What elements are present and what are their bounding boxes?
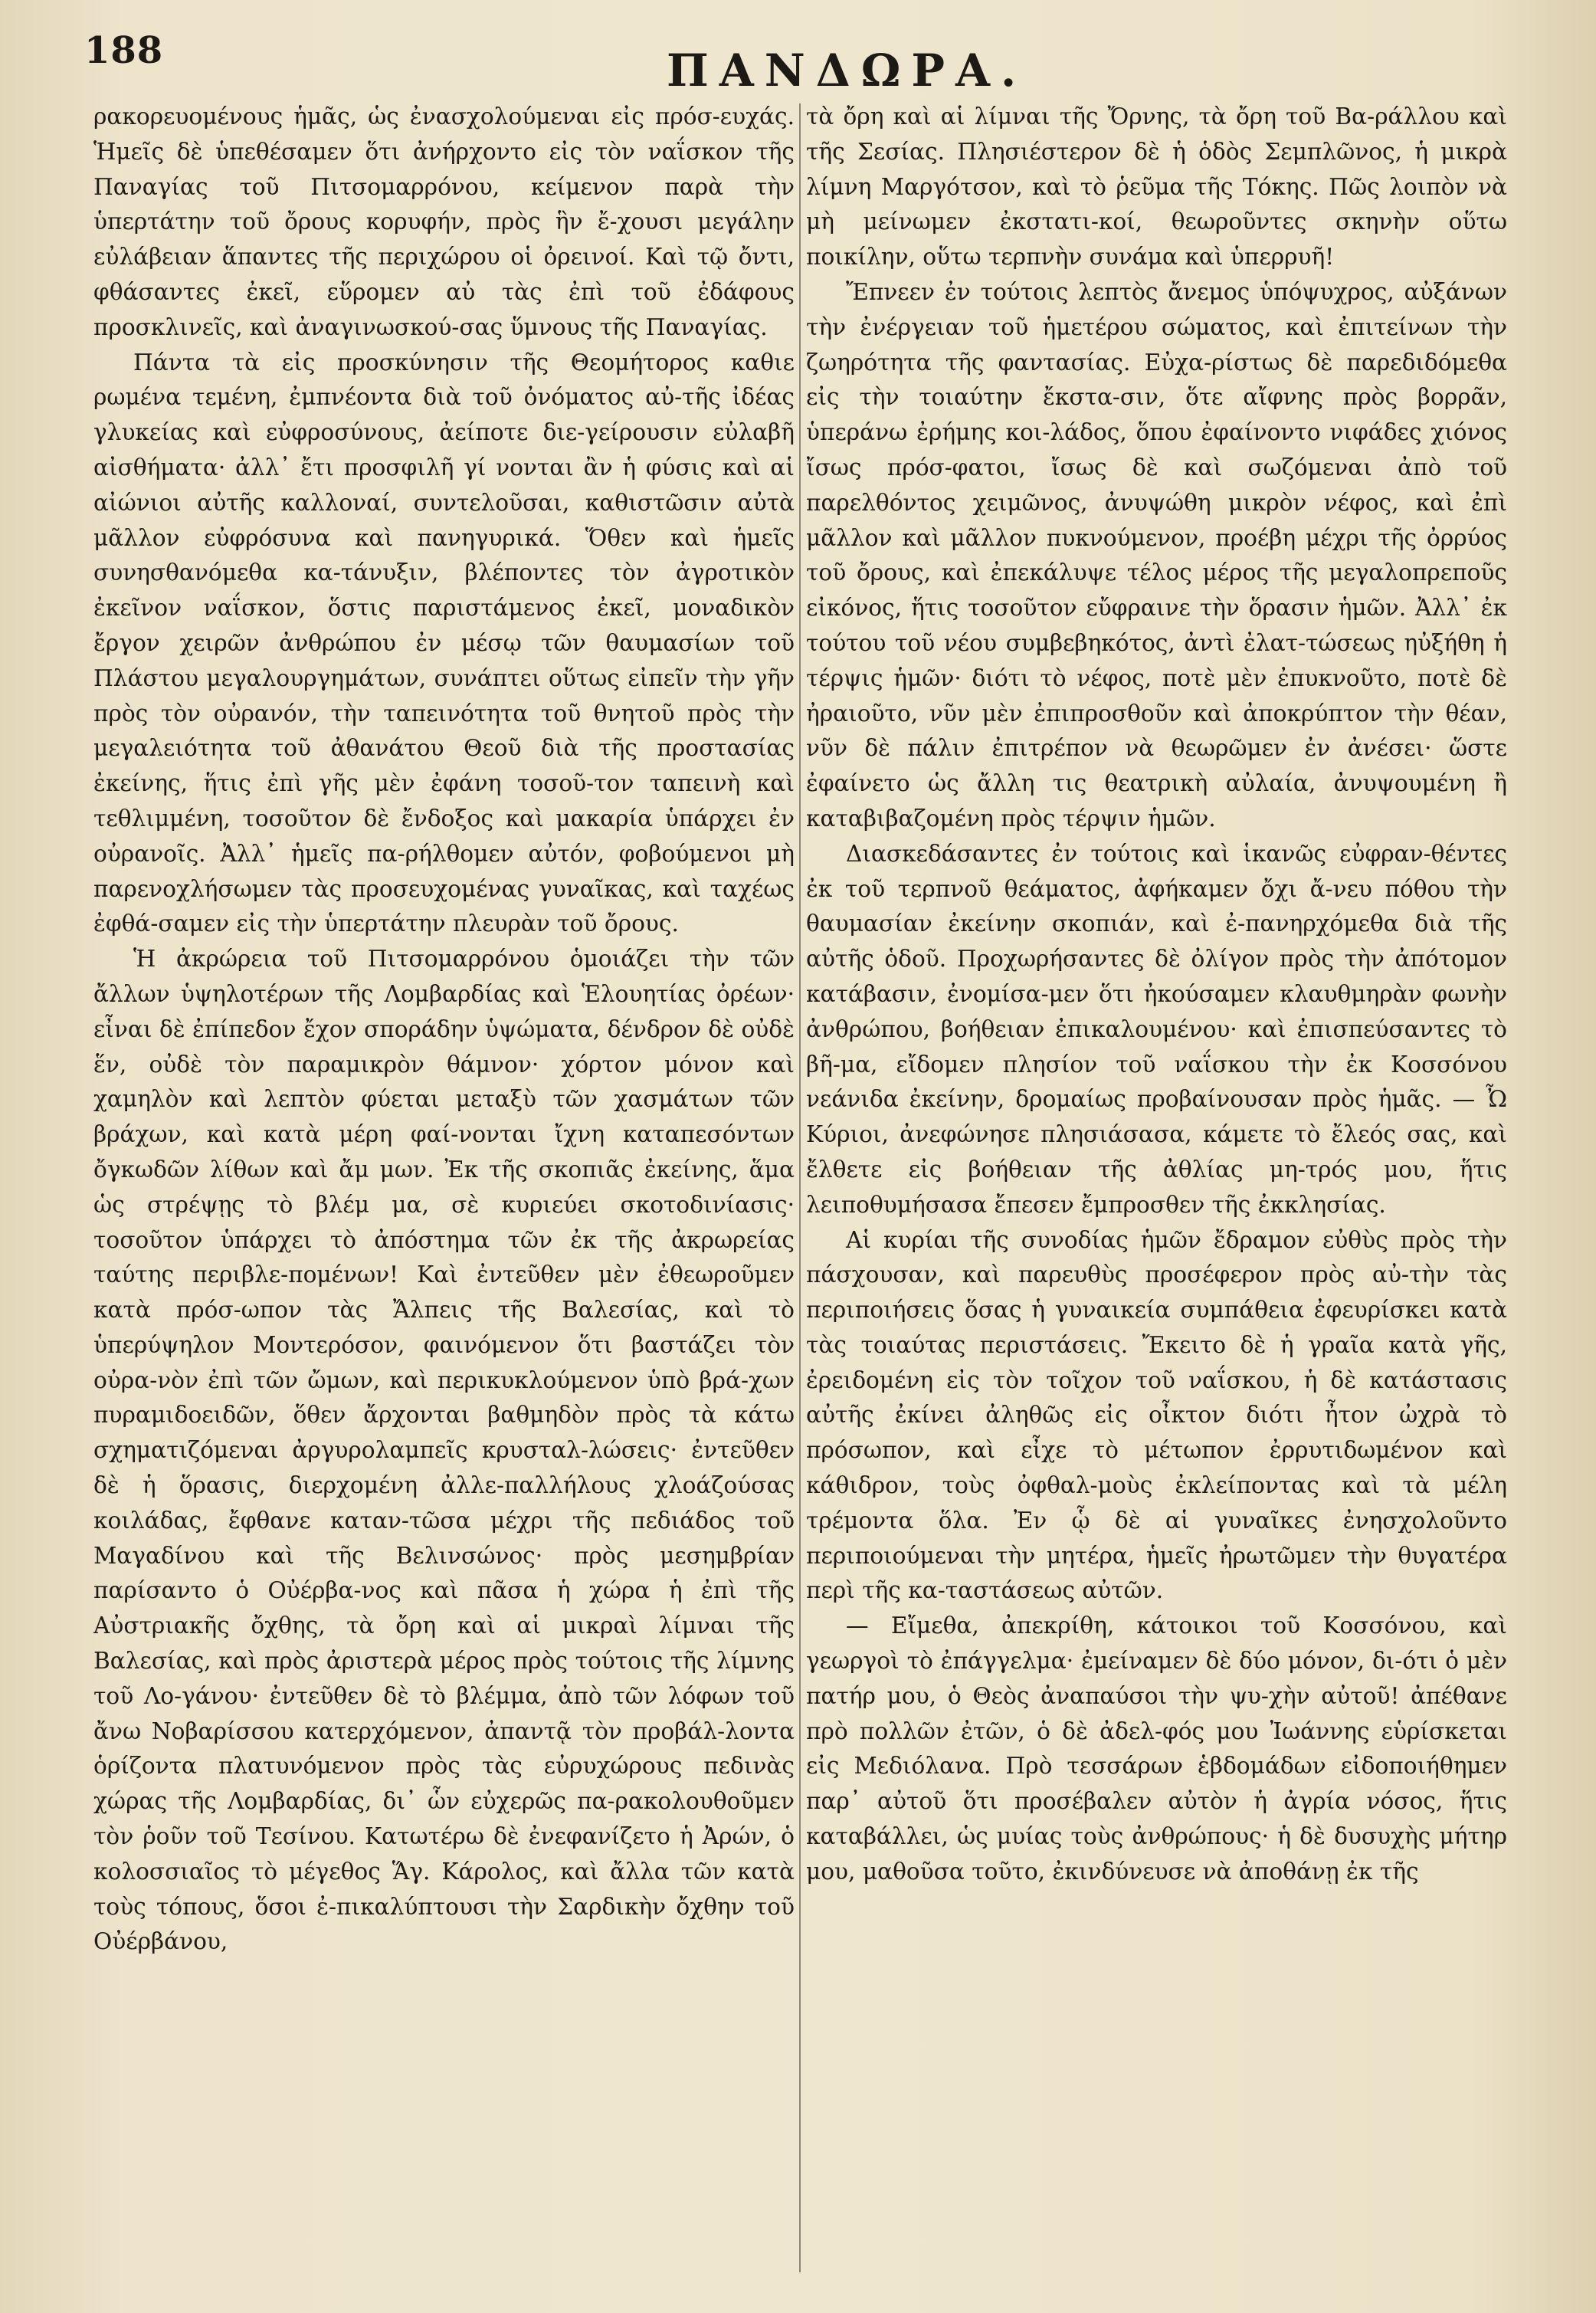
right-paragraph-1: τὰ ὄρη καὶ αἱ λίμναι τῆς Ὄρνης, τὰ ὄρη τοῦ Βα-ράλλου καὶ τῆς Σεσίας. Πλησιέστερον δὲ ἡ ὁδὸς Σεμπλῶνος, ἡ μικρὰ λίμνη Μαργότσον, καὶ τὸ ῥεῦμα τῆς Τόκης. Πῶς λοιπὸν νὰ μὴ μείνωμεν ἐκστατι-κοί, θεωροῦντες σκηνὴν οὕτω ποικίλην, οὕτω τερπνὴν συνάμα καὶ ὑπερρυῆ! <box>806 103 1507 271</box>
left-column <box>93 100 795 2284</box>
right-column <box>806 100 1507 2284</box>
left-paragraph-1: ρακορευομένους ἡμᾶς, ὡς ἐνασχολούμεναι εἰς πρόσ-ευχάς. Ἡμεῖς δὲ ὑπεθέσαμεν ὅτι ἀνήρχοντο εἰς τὸν ναΐσκον τῆς Παναγίας τοῦ Πιτσομαρρόνου, κείμενον παρὰ τὴν ὑπερτάτην τοῦ ὄρους κορυφήν, πρὸς ἣν ἔ-χουσι μεγάλην εὐλάβειαν ἅπαντες τῆς περιχώρου οἱ ὀρεινοί. Καὶ τῷ ὄντι, φθάσαντες ἐκεῖ, εὕρομεν αὐ τὰς ἐπὶ τοῦ ἐδάφους προσκλινεῖς, καὶ ἀναγινωσκού-σας ὕμνους τῆς Παναγίας. <box>93 103 795 340</box>
column-divider <box>799 103 801 2272</box>
left-paragraph-3: Ἡ ἀκρώρεια τοῦ Πιτσομαρρόνου ὁμοιάζει τὴν τῶν ἄλλων ὑψηλοτέρων τῆς Λομβαρδίας καὶ Ἑλουητίας ὀρέων· εἶναι δὲ ἐπίπεδον ἔχον σποράδην ὑψώματα, δένδρον δὲ οὐδὲ ἕν, οὐδὲ τὸν παραμικρὸν θάμνον· χόρτον μόνον καὶ χαμηλὸν καὶ λεπτὸν φύεται μεταξὺ τῶν χασμάτων τῶν βράχων, καὶ κατὰ μέρη φαί-νονται ἴχνη καταπεσόντων ὄγκωδῶν λίθων καὶ ἄμ μων. Ἐκ τῆς σκοπιᾶς ἐκείνης, ἅμα ὡς στρέψῃς τὸ βλέμ μα, σὲ κυριεύει σκοτοδινίασις· τοσοῦτον ὑπάρχει τὸ ἀπόστημα τῶν ἐκ τῆς ἀκρωρείας ταύτης περιβλε-πομένων! Καὶ ἐντεῦθεν μὲν ἐθεωροῦμεν κατὰ πρόσ-ωπον τὰς Ἄλπεις τῆς Βαλεσίας, καὶ τὸ ὑπερύψηλον Μοντερόσον, φαινόμενον ὅτι βαστάζει τὸν οὐρα-νὸν ἐπὶ τῶν ὤμων, καὶ περικυκλούμενον ὑπὸ βρά-χων πυραμιδοειδῶν, ὅθεν ἄρχονται βαθμηδὸν πρὸς τὰ κάτω σχηματιζόμεναι ἀργυρολαμπεῖς κρυσταλ-λώσεις· ἐντεῦθεν δὲ ἡ ὅρασις, διερχομένη ἀλλε-παλλήλους χλοάζούσας κοιλάδας, ἔφθανε καταν-τῶσα μέχρι τῆς πεδιάδος τοῦ Μαγαδίνου καὶ τῆς Βελινσώνος· πρὸς μεσημβρίαν παρίσαντο ὁ Οὐέρβα-νος καὶ πᾶσα ἡ χώρα ἡ ἐπὶ τῆς Αὐστριακῆς ὄχθης, τὰ ὄρη καὶ αἱ μικραὶ λίμναι τῆς Βαλεσίας, καὶ πρὸς ἀριστερὰ μέρος πρὸς τούτοις τῆς λίμνης τοῦ Λο-γάνου· ἐντεῦθεν δὲ τὸ βλέμμα, ἀπὸ τῶν λόφων τοῦ ἄνω Νοβαρίσσου κατερχόμενον, ἀπαντᾷ τὸν προβάλ-λοντα ὁρίζοντα πλατυνόμενον πρὸς τὰς εὐρυχώρους πεδινὰς χώρας τῆς Λομβαρδίας, δι᾽ ὧν εὐχερῶς πα-ρακολουθοῦμεν τὸν ῥοῦν τοῦ Τεσίνου. Κατωτέρω δὲ ἐνεφανίζετο ἡ Ἀρών, ὁ κολοσσιαῖος τὸ μέγεθος Ἅγ. Κάρολος, καὶ ἄλλα τῶν κατὰ τοὺς τόπους, ὅσοι ἐ-πικαλύπτουσι τὴν Σαρδικὴν ὄχθην τοῦ Οὐέρβάνου, <box>93 946 795 1955</box>
right-paragraph-4: Αἱ κυρίαι τῆς συνοδίας ἡμῶν ἔδραμον εὐθὺς πρὸς τὴν πάσχουσαν, καὶ παρευθὺς προσέφερον πρὸς αὐ-τὴν τὰς περιποιήσεις ὅσας ἡ γυναικεία συμπάθεια ἐφευρίσκει κατὰ τὰς τοιαύτας περιστάσεις. Ἔκειτο δὲ ἡ γραῖα κατὰ γῆς, ἐρειδομένη εἰς τὸν τοῖχον τοῦ ναΐσκου, ἡ δὲ κατάστασις αὐτῆς ἐκίνει ἀληθῶς εἰς οἶκτον διότι ἦτον ὠχρὰ τὸ πρόσωπον, καὶ εἶχε τὸ μέτωπον ἐρρυτιδωμένον καὶ κάθιδρον, τοὺς ὀφθαλ-μοὺς ἐκλείποντας καὶ τὰ μέλη τρέμοντα ὅλα. Ἐν ᾧ δὲ αἱ γυναῖκες ἐνησχολοῦντο περιποιούμεναι τὴν μητέρα, ἡμεῖς ἠρωτῶμεν τὴν θυγατέρα περὶ τῆς κα-ταστάσεως αὐτῶν. <box>806 1226 1507 1604</box>
right-paragraph-3: Διασκεδάσαντες ἐν τούτοις καὶ ἱκανῶς εὐφραν-θέντες ἐκ τοῦ τερπνοῦ θεάματος, ἀφήκαμεν ὄχι ἄ-νευ πόθου τὴν θαυμασίαν ἐκείνην σκοπιάν, καὶ ἐ-πανηρχόμεθα διὰ τῆς αὐτῆς ὁδοῦ. Προχωρήσαντες δὲ ὀλίγον πρὸς τὴν ἀπότομον κατάβασιν, ἐνομίσα-μεν ὅτι ἠκούσαμεν κλαυθμηρὰν φωνὴν ἀνθρώπου, βοήθειαν ἐπικαλουμένου· καὶ ἐπισπεύσαντες τὸ βῆ-μα, εἴδομεν πλησίον τοῦ ναΐσκου τὴν ἐκ Κοσσόνου νεάνιδα ἐκείνην, δρομαίως προβαίνουσαν πρὸς ἡμᾶς. — Ὦ Κύριοι, ἀνεφώνησε πλησιάσασα, κάμετε τὸ ἔλεός σας, καὶ ἔλθετε εἰς βοήθειαν τῆς ἀθλίας μη-τρός μου, ἥτις λειποθυμήσασα ἔπεσεν ἔμπροσθεν τῆς ἐκκλησίας. <box>806 840 1507 1218</box>
right-paragraph-5: — Εἴμεθα, ἀπεκρίθη, κάτοικοι τοῦ Κοσσόνου, καὶ γεωργοὶ τὸ ἐπάγγελμα· ἐμείναμεν δὲ δύο μόνον, δι-ότι ὁ μὲν πατήρ μου, ὁ Θεὸς ἀναπαύσοι τὴν ψυ-χὴν αὐτοῦ! ἀπέθανε πρὸ πολλῶν ἐτῶν, ὁ δὲ ἀδελ-φός μου Ἰωάννης εὑρίσκεται εἰς Μεδιόλανα. Πρὸ τεσσάρων ἑβδομάδων εἰδοποιήθημεν παρ᾽ αὐτοῦ ὅτι προσέβαλεν αὐτὸν ἡ ἀγρία νόσος, ἥτις καταβάλλει, ὡς μυίας τοὺς ἀνθρώπους· ἡ δὲ δυσυχὴς μήτηρ μου, μαθοῦσα τοῦτο, ἐκινδύνευσε νὰ ἀποθάνῃ ἐκ τῆς <box>806 1613 1507 1885</box>
running-title: ΠΑΝΔΩΡΑ. <box>667 44 1027 97</box>
right-paragraph-2: Ἔπνεεν ἐν τούτοις λεπτὸς ἄνεμος ὑπόψυχρος, αὐξάνων τὴν ἐνέργειαν τοῦ ἡμετέρου σώματος, καὶ ἐπιτείνων τὴν ζωηρότητα τῆς φαντασίας. Εὐχα-ρίστως δὲ παρεδιδόμεθα εἰς τὴν τοιαύτην ἔκστα-σιν, ὅτε αἴφνης πρὸς βορρᾶν, ὑπεράνω ἐρήμης κοι-λάδος, ὅπου ἐφαίνοντο νιφάδες χιόνος ἴσως πρόσ-φατοι, ἴσως δὲ καὶ σωζόμεναι ἀπὸ τοῦ παρελθόντος χειμῶνος, ἀνυψώθη μικρὸν νέφος, καὶ ἐπὶ μᾶλλον καὶ μᾶλλον πυκνούμενον, προέβη μέχρι τῆς ὀρρύος τοῦ ὄρους, καὶ ἐπεκάλυψε τέλος μέρος τῆς μεγαλοπρεποῦς εἰκόνος, ἥτις τοσοῦτον εὔφραινε τὴν ὅρασιν ἡμῶν. Ἀλλ᾽ ἐκ τούτου τοῦ νέου συμβεβηκότος, ἀντὶ ἐλατ-τώσεως ηὐξήθη ἡ τέρψις ἡμῶν· διότι τὸ νέφος, ποτὲ μὲν ἐπυκνοῦτο, ποτὲ δὲ ἠραιοῦτο, νῦν μὲν ἐπιπροσθοῦν καὶ ἀποκρύπτον τὴν θέαν, νῦν δὲ πάλιν ἐπιτρέπον νὰ θεωρῶμεν ἐν ἀνέσει· ὥστε ἐφαίνετο ὡς ἄλλη τις θεατρικὴ αὐλαία, ἀνυψουμένη ἢ καταβιβαζομένη πρὸς τέρψιν ἡμῶν. <box>806 278 1507 832</box>
page-number: 188 <box>84 29 164 72</box>
page-header <box>84 21 1540 97</box>
left-paragraph-2: Πάντα τὰ εἰς προσκύνησιν τῆς Θεομήτορος καθιε ρωμένα τεμένη, ἐμπνέοντα διὰ τοῦ ὀνόματος αὐ-τῆς ἰδέας γλυκείας καὶ εὐφροσύνους, ἀείποτε διε-γείρουσιν εὐλαβῆ αἰσθήματα· ἀλλ᾽ ἔτι προσφιλῆ γί νονται ἂν ἡ φύσις καὶ αἱ αἰώνιοι αὐτῆς καλλοναί, συντελοῦσαι, καθιστῶσιν αὐτὰ μᾶλλον εὐφρόσυνα καὶ πανηγυρικά. Ὅθεν καὶ ἡμεῖς συνησθανόμεθα κα-τάνυξιν, βλέποντες τὸν ἀγροτικὸν ἐκεῖνον ναΐσκον, ὅστις παριστάμενος ἐκεῖ, μοναδικὸν ἔργον χειρῶν ἀνθρώπου ἐν μέσῳ τῶν θαυμασίων τοῦ Πλάστου μεγαλουργημάτων, συνάπτει οὕτως εἰπεῖν τὴν γῆν πρὸς τὸν οὐρανόν, τὴν ταπεινότητα τοῦ θνητοῦ πρὸς τὴν μεγαλειότητα τοῦ ἀθανάτου Θεοῦ διὰ τῆς προστασίας ἐκείνης, ἥτις ἐπὶ γῆς μὲν ἐφάνη τοσοῦ-τον ταπεινὴ καὶ τεθλιμμένη, τοσοῦτον δὲ ἔνδοξος καὶ μακαρία ὑπάρχει ἐν οὐρανοῖς. Ἀλλ᾽ ἡμεῖς πα-ρήλθομεν αὐτόν, φοβούμενοι μὴ παρενοχλήσωμεν τὰς προσευχομένας γυναῖκας, καὶ ταχέως ἐφθά-σαμεν εἰς τὴν ὑπερτάτην πλευρὰν τοῦ ὄρους. <box>93 349 795 937</box>
